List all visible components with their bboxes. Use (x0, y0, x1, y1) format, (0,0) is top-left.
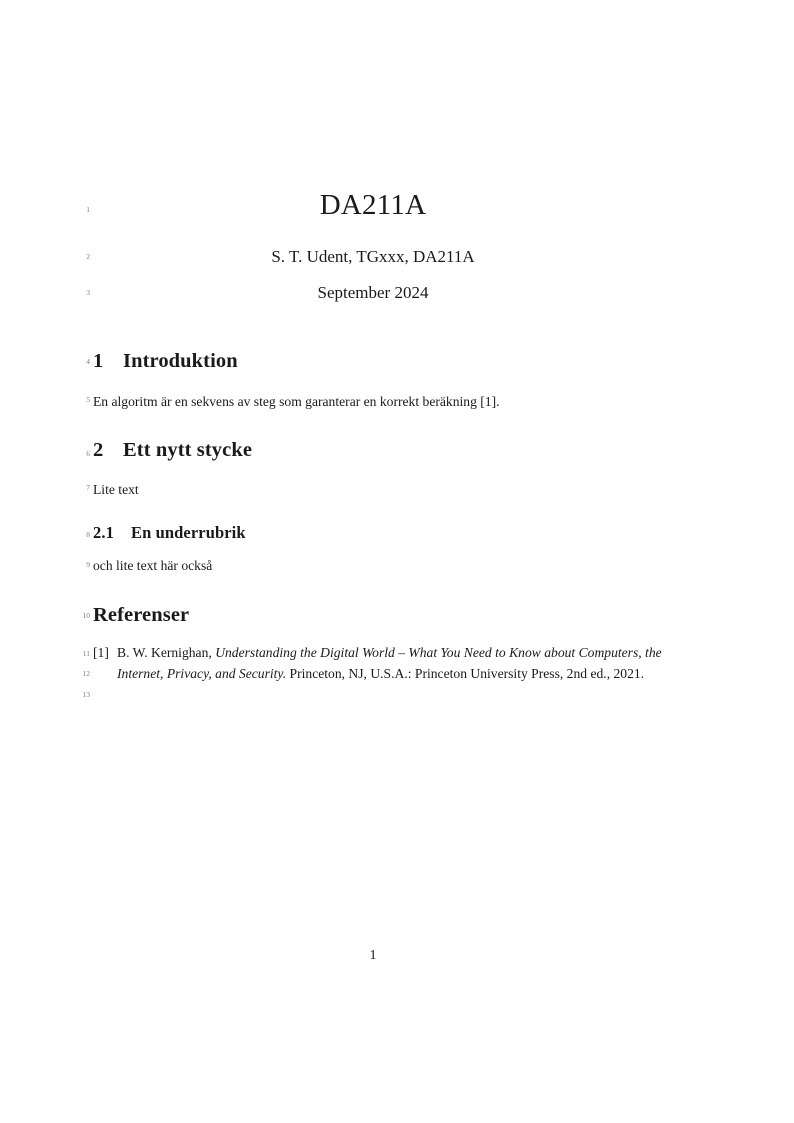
section-title: Ett nytt stycke (123, 439, 253, 461)
subsection-number: 2.1 (93, 523, 114, 542)
page-number: 1 (369, 947, 377, 962)
section-title: Introduktion (123, 350, 238, 372)
document-date: September 2024 (317, 283, 429, 302)
line-number: 3 (86, 288, 90, 297)
section-number: 1 (93, 350, 104, 372)
line-number: 13 (82, 690, 90, 699)
subsection-heading-en-underrubrik (93, 524, 653, 543)
line-number: 5 (86, 395, 90, 404)
document-author: S. T. Udent, TGxxx, DA211A (271, 247, 475, 266)
bibliography-publisher: Princeton, NJ, U.S.A.: Princeton University Press, 2nd ed., 2021. (289, 665, 645, 681)
subsection-title: En underrubrik (131, 523, 246, 542)
line-number: 11 (82, 649, 90, 658)
line-number: 4 (86, 357, 90, 366)
paragraph-introduktion: En algoritm är en sekvens av steg som garanterar en korrekt beräkning [1]. (93, 394, 500, 409)
line-number: 1 (86, 205, 90, 214)
section-number: 2 (93, 439, 104, 461)
line-number: 2 (86, 252, 90, 261)
bibliography-title: Understanding the Digital World – What You Need to Know about Computers, the Internet, Privacy, and Security. (117, 645, 662, 681)
bibliography-entry (93, 643, 679, 684)
section-heading-ett-nytt-stycke (93, 439, 653, 463)
bibliography-authors: B. W. Kernighan, (117, 645, 212, 660)
document-title: DA211A (319, 189, 427, 221)
references-heading (93, 604, 653, 628)
line-number: 8 (86, 530, 90, 539)
section-heading-introduktion (93, 350, 653, 374)
line-number: 7 (86, 483, 90, 492)
paragraph-en-underrubrik: och lite text här också (93, 558, 213, 573)
line-number: 10 (82, 611, 90, 620)
line-number: 9 (86, 560, 90, 569)
bibliography-marker: [1] (93, 645, 109, 660)
paragraph-ett-nytt-stycke: Lite text (93, 482, 139, 497)
line-number: 12 (82, 669, 90, 678)
section-title: Referenser (93, 604, 190, 626)
line-number: 6 (86, 449, 90, 458)
